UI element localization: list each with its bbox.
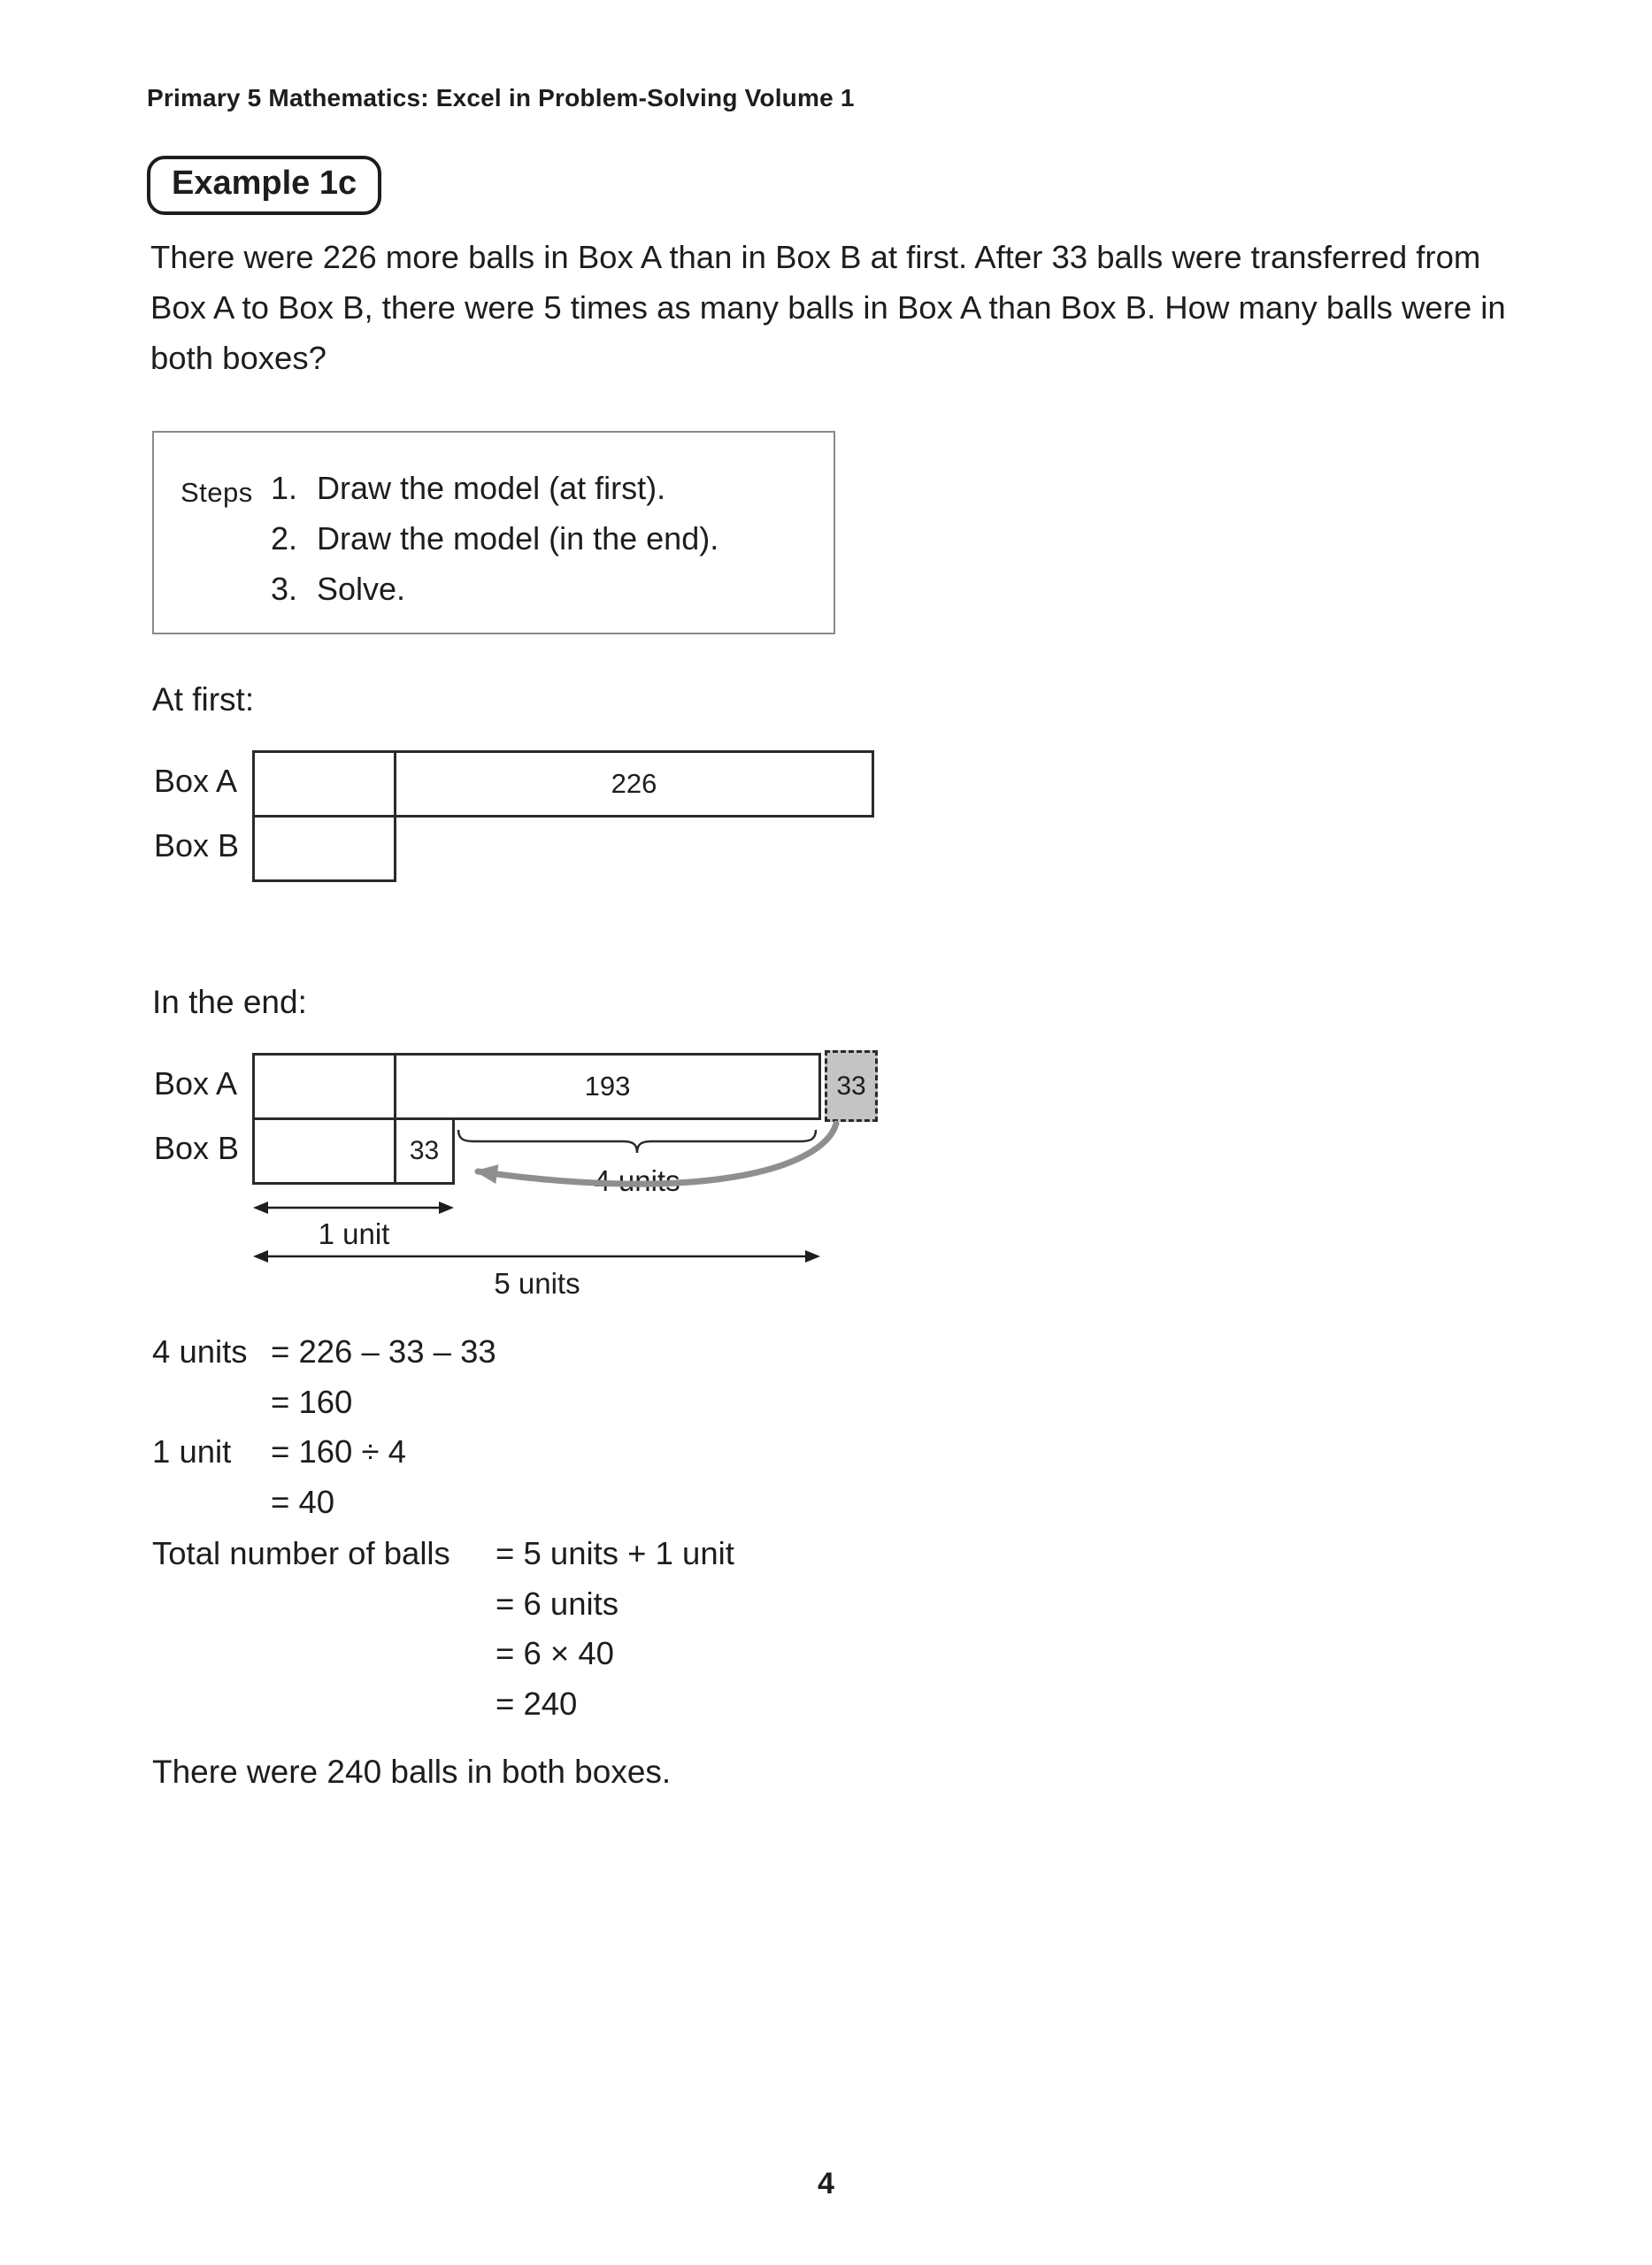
step-item xyxy=(271,520,718,557)
in-the-end-title: In the end: xyxy=(152,984,307,1020)
step-item xyxy=(271,470,665,507)
bar-b-unit-segment xyxy=(252,1117,396,1185)
example-badge: Example 1c xyxy=(147,156,381,215)
five-units-label: 5 units xyxy=(494,1267,580,1300)
bar-a-unit-segment xyxy=(252,1053,396,1120)
steps-box xyxy=(152,431,835,634)
step-text: Draw the model (in the end). xyxy=(317,520,719,557)
working-eq: = 6 × 40 xyxy=(496,1635,614,1671)
step-number: 2. xyxy=(271,520,298,557)
working-eq: = 226 – 33 – 33 xyxy=(271,1333,496,1370)
box-b-label: Box B xyxy=(154,827,240,864)
steps-label: Steps xyxy=(181,477,253,508)
working-eq: = 6 units xyxy=(496,1586,619,1622)
segment-value: 193 xyxy=(584,1071,631,1102)
working-eq: = 160 ÷ 4 xyxy=(271,1433,406,1470)
working-eq: = 240 xyxy=(496,1685,578,1722)
four-units-label: 4 units xyxy=(594,1164,680,1197)
bar-a-unit-segment xyxy=(252,750,396,818)
page-number: 4 xyxy=(818,2167,834,2200)
step-text: Solve. xyxy=(317,571,406,607)
at-first-title: At first: xyxy=(152,681,255,718)
bar-b-33-segment xyxy=(394,1117,455,1185)
working-lhs: 1 unit xyxy=(152,1433,232,1470)
working-lhs: 4 units xyxy=(152,1333,248,1370)
segment-value: 33 xyxy=(836,1071,866,1101)
transfer-arrow xyxy=(447,1115,863,1208)
running-head: Primary 5 Mathematics: Excel in Problem-Solving Volume 1 xyxy=(147,84,855,111)
box-a-label: Box A xyxy=(154,1065,238,1102)
box-a-label: Box A xyxy=(154,763,238,799)
problem-text: There were 226 more balls in Box A than in Box B at first. After 33 balls were transferred from Box A to Box B, there were 5 times as many balls in Box A than Box B. How many balls were in both boxes? xyxy=(150,239,1506,376)
one-unit-arrow xyxy=(252,1200,455,1216)
segment-value: 33 xyxy=(409,1136,440,1165)
five-units-arrow xyxy=(252,1248,821,1264)
working-lhs: Total number of balls xyxy=(152,1535,450,1571)
one-unit-label: 1 unit xyxy=(318,1217,390,1250)
working-eq: = 5 units + 1 unit xyxy=(496,1535,734,1571)
box-b-label: Box B xyxy=(154,1130,240,1166)
conclusion-text: There were 240 balls in both boxes. xyxy=(152,1754,672,1790)
bar-b-unit-segment xyxy=(252,815,396,882)
working-eq: = 40 xyxy=(271,1484,335,1520)
bar-a-226-segment xyxy=(394,750,874,818)
step-item xyxy=(271,571,405,608)
step-number: 3. xyxy=(271,571,298,607)
step-number: 1. xyxy=(271,470,298,506)
bar-a-193-segment xyxy=(394,1053,821,1120)
working-eq: = 160 xyxy=(271,1384,353,1420)
transferred-33-segment xyxy=(825,1050,878,1122)
segment-value: 226 xyxy=(611,768,657,799)
step-text: Draw the model (at first). xyxy=(317,470,666,506)
